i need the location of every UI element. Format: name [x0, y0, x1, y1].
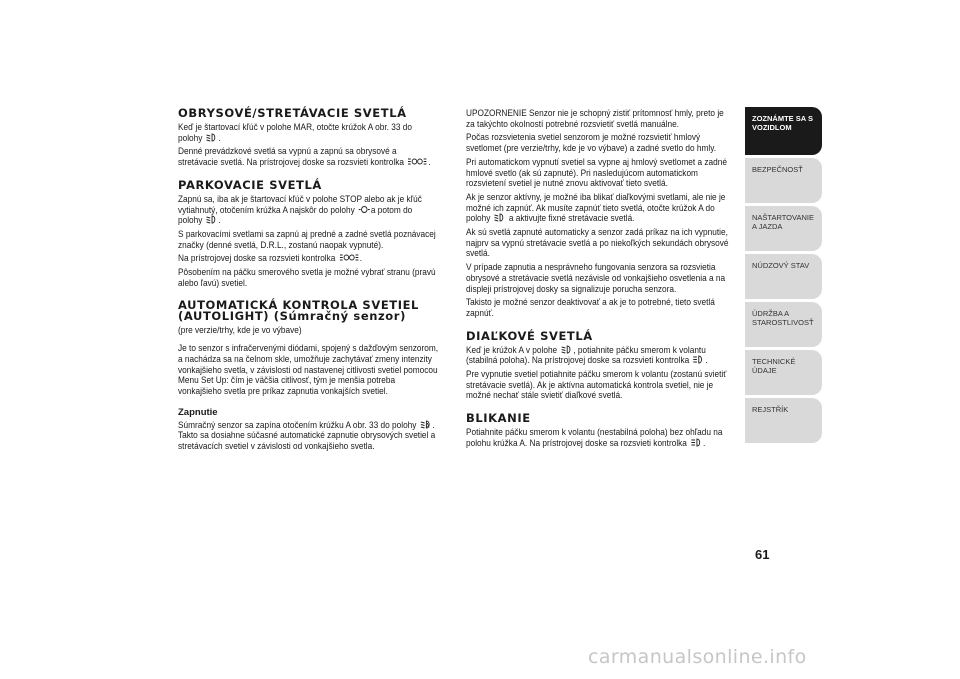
low-beam-icon [206, 133, 218, 142]
para: Takisto je možné senzor deaktivovať a ak je to potrebné, tieto svetlá zapnúť. [466, 297, 715, 318]
heading-automaticka: AUTOMATICKÁ KONTROLA SVETIEL (AUTOLIGHT) (Súmračný senzor) [178, 298, 419, 324]
tab-technicke-udaje[interactable]: TECHNICKÉ ÚDAJE [745, 350, 822, 395]
auto-light-icon [420, 420, 432, 429]
side-lights-icon [407, 157, 427, 166]
para: Denné prevádzkové svetlá sa vypnú a zapnú sa obrysové a stretávacie svetlá. Na prístrojovej doske sa rozsvieti kontrolka . [178, 146, 431, 168]
tab-rejstrik[interactable]: REJSTŘÍK [745, 398, 822, 443]
para: Na prístrojovej doske sa rozsvieti kontrolka . [178, 253, 363, 264]
para: Pre vypnutie svetiel potiahnite páčku smerom k volantu (zostanú svietiť stretávacie svetlá). Ak je aktívna automatická kontrola svetiel, nie je možné nechať stále svietiť diaľkové svetlá. [466, 369, 727, 401]
para: Potiahnite páčku smerom k volantu (nestabilná poloha) bez ohľadu na polohu krúžka A. Na prístrojovej doske sa rozsvieti kontrolka . [466, 427, 723, 448]
para: Pri automatickom vypnutí svetiel sa vypne aj hmlový svetlomet a zadné hmlové svetlo (ak sú zapnuté). Pri nasledujúcom automatickom rozsvietení svetiel je nutné znovu aktivovať tieto svetlá. [466, 156, 727, 189]
para: Súmračný senzor sa zapína otočením krúžku A obr. 33 do polohy A . Takto sa dosiahne súčasné automatické zapnutie obrysových svetiel a stretávacích svetiel v závislosti od vonkajšieho svetla. [178, 419, 436, 452]
left-column [178, 108, 440, 455]
tab-bezpecnost[interactable]: BEZPEČNOSŤ [745, 158, 822, 203]
para: Ak je senzor aktívny, je možné iba blikať diaľkovými svetlami, ale nie je možné ich zapnúť. Ak musíte zapnúť tieto svetlá, otočte krúžok A do polohy a aktivujte fixné stretávacie svetlá. [466, 191, 726, 224]
high-beam-icon [690, 438, 702, 447]
watermark: carmanualsonline.info [588, 646, 807, 668]
high-beam-icon [692, 355, 704, 364]
heading-obrysove: OBRYSOVÉ/STRETÁVACIE SVETLÁ [178, 106, 407, 120]
tab-nastartovanie[interactable]: NAŠTARTOVANIE A JAZDA [745, 206, 822, 251]
tab-udrzba[interactable]: ÚDRŽBA A STAROSTLIVOSŤ [745, 302, 822, 347]
right-column [466, 108, 736, 452]
para: Keď je krúžok A v polohe , potiahnite páčku smerom k volantu (stabilná poloha). Na prístrojovej doske sa rozsvieti kontrolka . [466, 344, 708, 366]
tab-nudzovy-stav[interactable]: NÚDZOVÝ STAV [745, 254, 822, 299]
page-number: 61 [755, 547, 770, 562]
low-beam-icon [206, 215, 218, 224]
heading-parkovacie: PARKOVACIE SVETLÁ [178, 177, 322, 192]
chapter-tabs [745, 107, 822, 446]
para: Pôsobením na páčku smerového svetla je možné vybrať stranu (pravú alebo ľavú) svetiel. [178, 267, 436, 288]
para: Keď je štartovací kľúč v polohe MAR, otočte krúžok A obr. 33 do polohy . [178, 122, 412, 143]
para: UPOZORNENIE Senzor nie je schopný zistiť prítomnosť hmly, preto je za takýchto okolností potrebné rozsvietiť svetlá manuálne. [466, 108, 724, 129]
para: Počas rozsvietenia svetiel senzorom je možné rozsvietiť hmlový svetlomet (pre verzie/trhy, kde je vo výbave) a zadné svetlo do hmly. [466, 132, 717, 154]
para: V prípade zapnutia a nesprávneho fungovania senzora sa rozsvietia obrysové a stretávacie svetlá nezávisle od vonkajšieho osvetlenia a na displeji prístrojovej dosky sa signalizuje porucha senzora. [466, 262, 726, 294]
low-beam-icon [494, 213, 506, 222]
heading-zapnutie: Zapnutie [178, 406, 218, 418]
para: Je to senzor s infračervenými diódami, spojený s dažďovým senzorom, a nachádza sa na čelnom skle, umožňuje zachytávať zmeny intenzity vonkajšieho svetla, v závislosti od nastavenej citlivosti svetiel pomocou Menu Set Up: čím je väčšia citlivosť, tým je menšia potreba vonkajšieho svetla pre príkaz zapnutia vonkajších svetiel. [178, 343, 439, 396]
subtitle: (pre verzie/trhy, kde je vo výbave) [178, 325, 302, 336]
heading-dialkove: DIAĽKOVÉ SVETLÁ [466, 328, 593, 343]
parking-lights-icon [358, 205, 370, 214]
side-lights-icon [339, 253, 359, 262]
svg-text:A: A [425, 422, 430, 429]
para: Ak sú svetlá zapnuté automaticky a senzor zadá príkaz na ich vypnutie, najprv sa vypnú stretávacie svetlá a po niekoľkých sekundách obrysové svetlá. [466, 227, 729, 259]
tab-zoznamte[interactable]: ZOZNÁMTE SA S VOZIDLOM [745, 107, 822, 155]
low-beam-icon [560, 345, 572, 354]
heading-blikanie: BLIKANIE [466, 411, 531, 426]
para: S parkovacími svetlami sa zapnú aj predné a zadné svetlá poznávacej značky (denné svetlá, D.R.L., zostanú naopak vypnuté). [178, 228, 436, 250]
para: Zapnú sa, iba ak je štartovací kľúč v polohe STOP alebo ak je kľúč vytiahnutý, otočením krúžka A najskôr do polohy a potom do polohy . [178, 193, 422, 226]
